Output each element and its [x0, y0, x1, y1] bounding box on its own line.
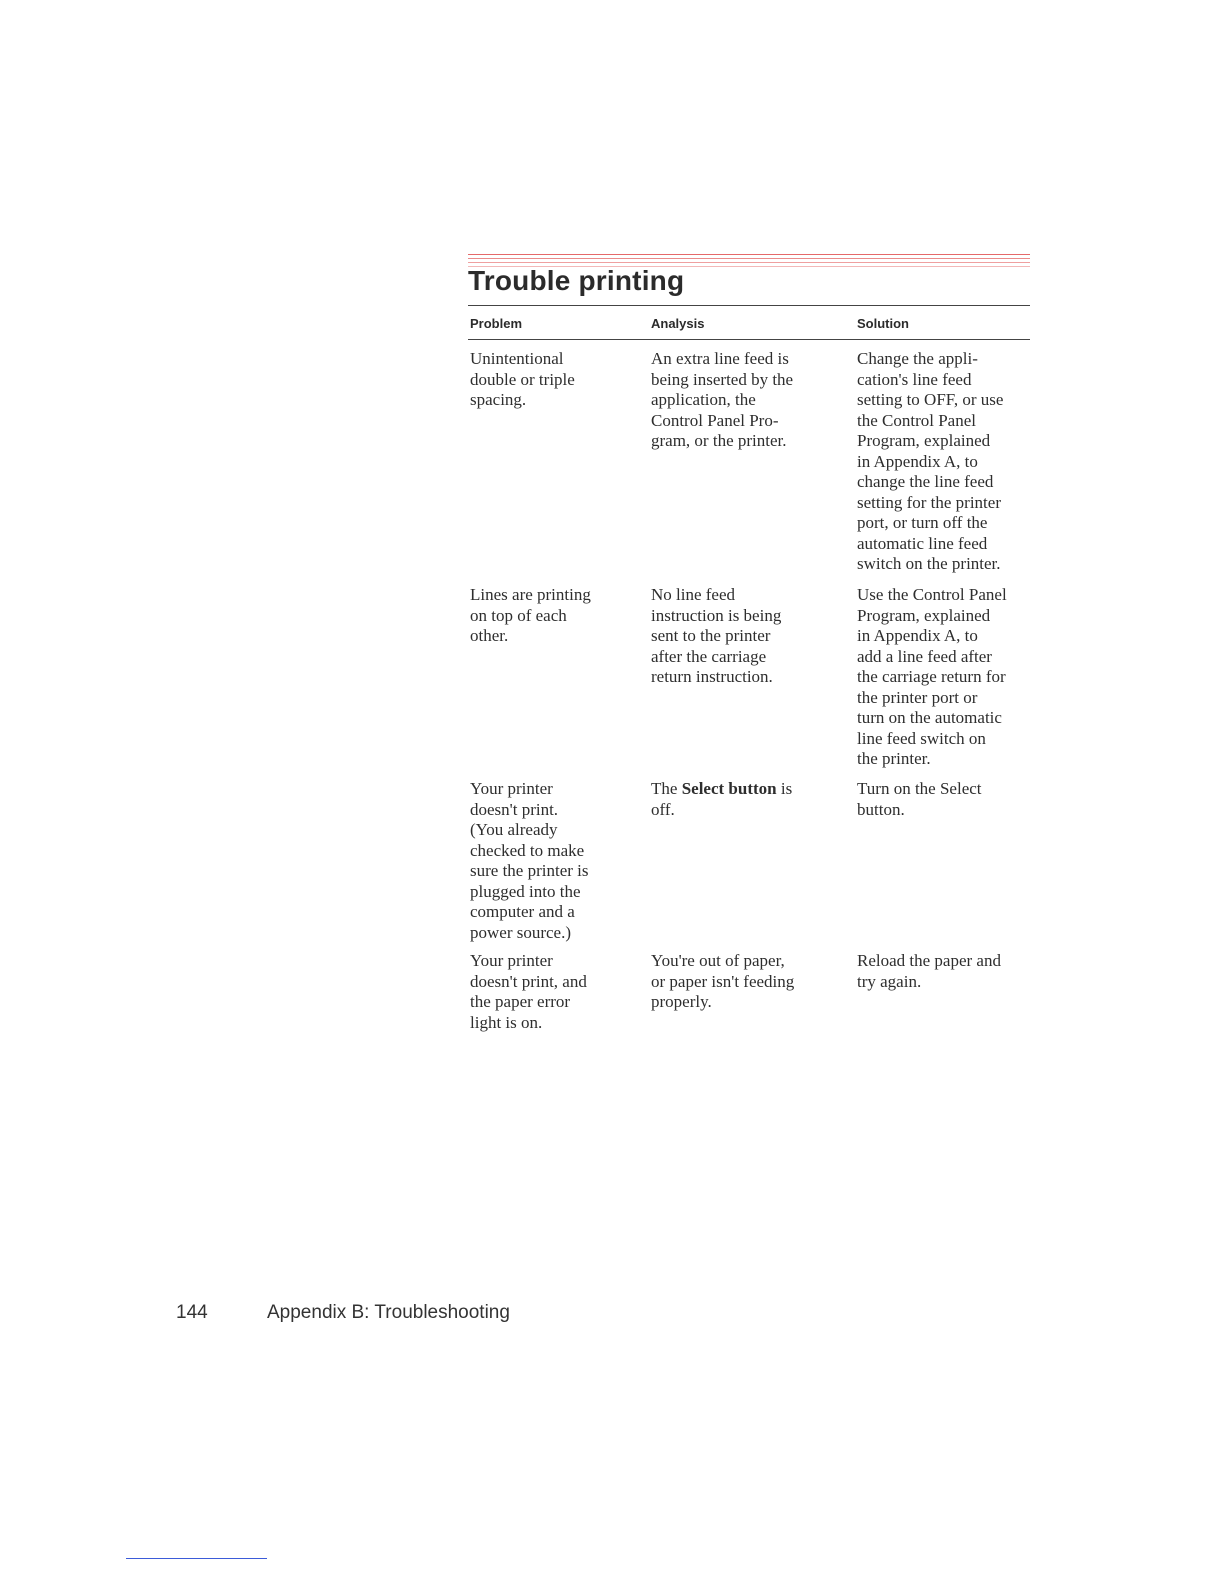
row-1-problem: Unintentional double or triple spacing.	[470, 349, 575, 409]
row-4-problem: Your printer doesn't print, and the paper error light is on.	[470, 951, 587, 1032]
column-header-analysis: Analysis	[651, 316, 705, 331]
row-3-problem: Your printer doesn't print. (You already checked to make sure the printer is plugged into the computer and a power source.)	[470, 779, 589, 942]
row-3-analysis-bold: Select button	[681, 779, 777, 798]
row-4-analysis: You're out of paper, or paper isn't feeding properly.	[651, 951, 795, 1011]
title-divider	[468, 305, 1030, 306]
red-rule	[468, 258, 1030, 259]
red-rule	[468, 262, 1030, 263]
page-number: 144	[176, 1302, 208, 1323]
section-title: Trouble printing	[468, 265, 685, 296]
header-divider	[468, 339, 1030, 340]
bottom-divider	[126, 1558, 267, 1559]
row-2-solution: Use the Control Panel Program, explained in Appendix A, to add a line feed after the carriage return for the printer port or turn on the automatic line feed switch on the printer.	[857, 585, 1007, 768]
column-header-solution: Solution	[857, 316, 909, 331]
row-2-problem: Lines are printing on top of each other.	[470, 585, 591, 645]
row-3-solution: Turn on the Select button.	[857, 779, 982, 819]
column-header-problem: Problem	[470, 316, 523, 331]
red-rule	[468, 254, 1030, 255]
row-2-analysis: No line feed instruction is being sent to the printer after the carriage return instruction.	[651, 585, 782, 686]
row-3-analysis	[651, 779, 841, 820]
row-3-analysis-pre: The	[651, 779, 682, 798]
row-1-solution: Change the appli- cation's line feed setting to OFF, or use the Control Panel Program, explained in Appendix A, to change the line feed setting for the printer port, or turn off the automatic line feed switch on the printer.	[857, 349, 1004, 573]
row-1-analysis: An extra line feed is being inserted by the application, the Control Panel Pro- gram, or the printer.	[651, 349, 794, 450]
running-title: Appendix B: Troubleshooting	[267, 1302, 510, 1323]
row-4-solution: Reload the paper and try again.	[857, 951, 1001, 991]
row-3-analysis-post: is off.	[651, 779, 793, 819]
